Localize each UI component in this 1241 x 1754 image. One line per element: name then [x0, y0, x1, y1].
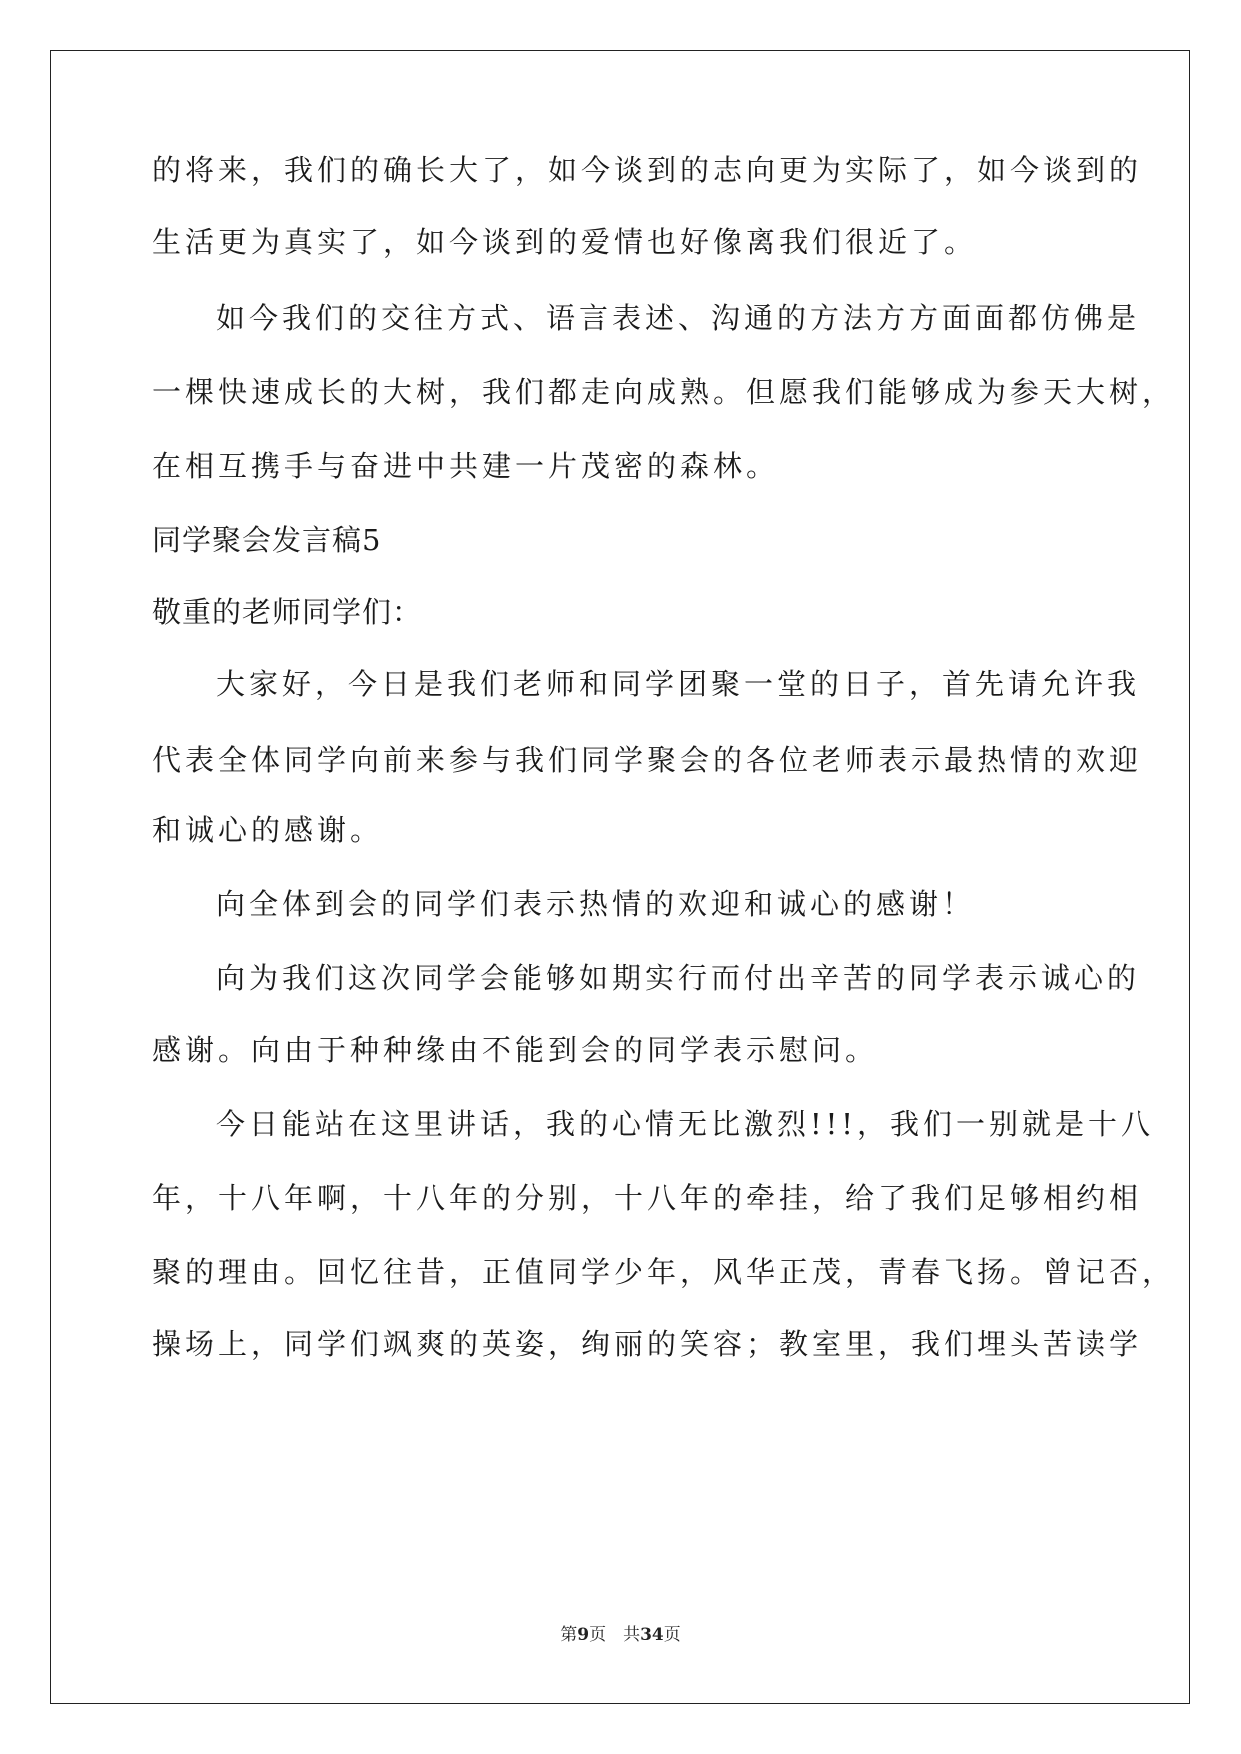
- paragraph-start-line: 向全体到会的同学们表示热情的欢迎和诚心的感谢！: [216, 887, 976, 921]
- text-line: 代表全体同学向前来参与我们同学聚会的各位老师表示最热情的欢迎: [152, 743, 1143, 777]
- paragraph-start-line: 今日能站在这里讲话，我的心情无比激烈!!!，我们一别就是十八: [216, 1107, 1154, 1141]
- paragraph-start-line: 大家好，今日是我们老师和同学团聚一堂的日子，首先请允许我: [216, 667, 1141, 701]
- current-page-number: 9: [577, 1625, 590, 1645]
- text-line: 的将来，我们的确长大了，如今谈到的志向更为实际了，如今谈到的: [152, 153, 1143, 187]
- section-title: 同学聚会发言稿5: [152, 523, 382, 557]
- text-line: 聚的理由。回忆往昔，正值同学少年，风华正茂，青春飞扬。曾记否，: [152, 1255, 1176, 1289]
- text-line: 生活更为真实了，如今谈到的爱情也好像离我们很近了。: [152, 225, 978, 259]
- footer-prefix: 第: [560, 1625, 578, 1645]
- text-line: 感谢。向由于种种缘由不能到会的同学表示慰问。: [152, 1033, 879, 1067]
- paragraph-start-line: 向为我们这次同学会能够如期实行而付出辛苦的同学表示诚心的: [216, 961, 1141, 995]
- total-page-count: 34: [640, 1625, 664, 1645]
- paragraph-start-line: 如今我们的交往方式、语言表述、沟通的方法方方面面都仿佛是: [216, 301, 1141, 335]
- text-line: 一棵快速成长的大树，我们都走向成熟。但愿我们能够成为参天大树，: [152, 375, 1176, 409]
- page-footer: [0, 1620, 1241, 1645]
- text-line: 在相互携手与奋进中共建一片茂密的森林。: [152, 449, 780, 483]
- footer-mid: 页 共: [589, 1625, 641, 1645]
- text-line: 操场上，同学们飒爽的英姿，绚丽的笑容；教室里，我们埋头苦读学: [152, 1327, 1143, 1361]
- footer-suffix: 页: [663, 1625, 681, 1645]
- text-line: 年，十八年啊，十八年的分别，十八年的牵挂，给了我们足够相约相: [152, 1181, 1143, 1215]
- text-line: 和诚心的感谢。: [152, 813, 384, 847]
- salutation: 敬重的老师同学们：: [152, 595, 423, 629]
